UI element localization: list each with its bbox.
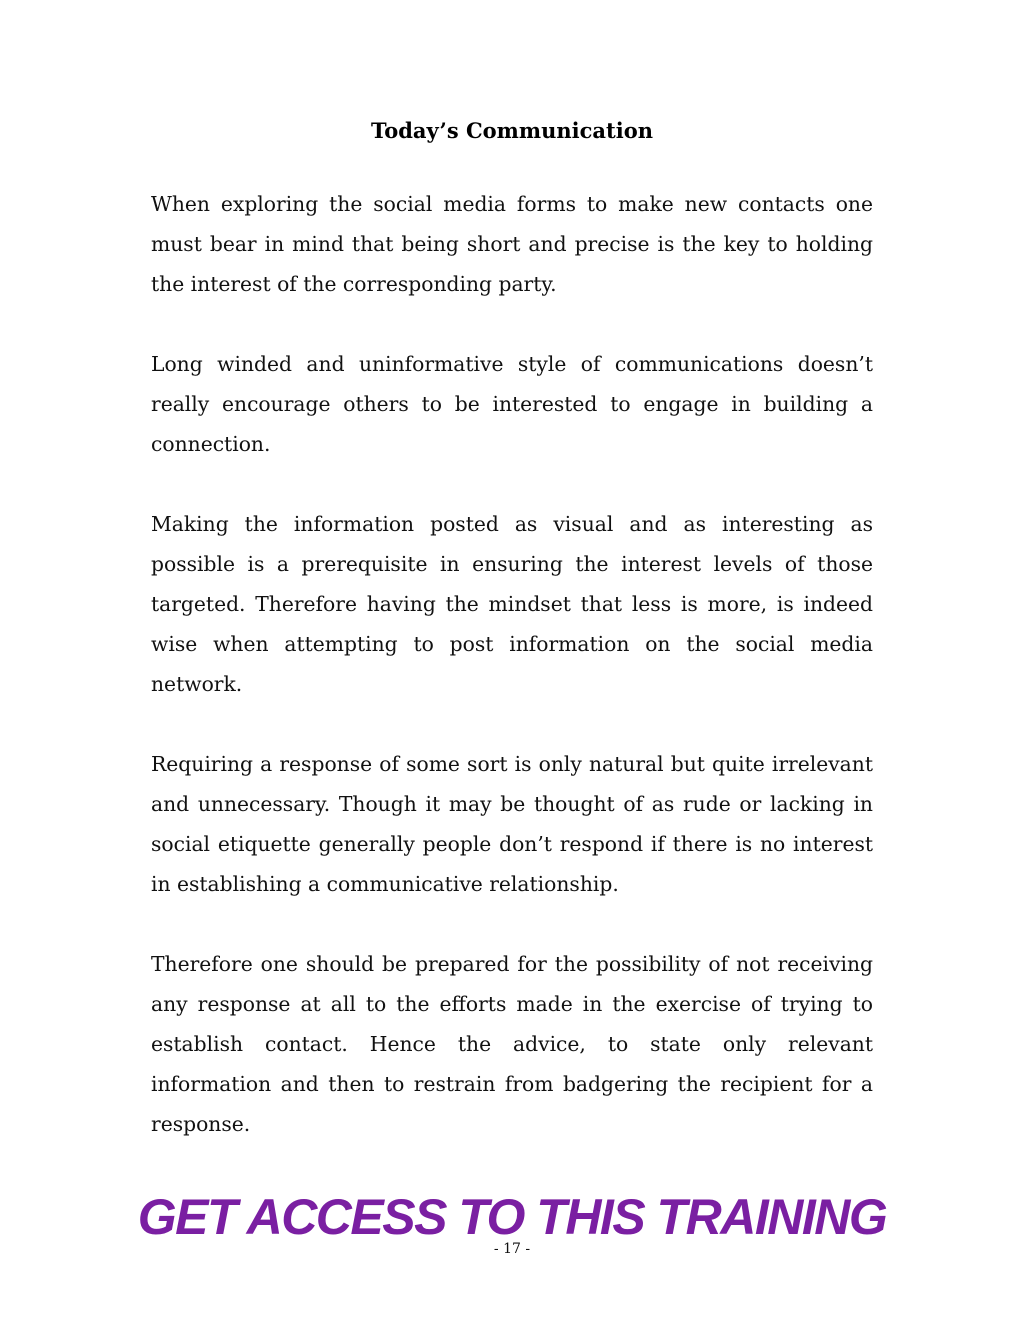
paragraph: When exploring the social media forms to make new contacts one must bear in mind that being short and precise is the key to holding the interest of the corresponding party. xyxy=(151,192,873,296)
get-access-link[interactable]: GET ACCESS TO THIS TRAINING xyxy=(137,1189,887,1245)
paragraph: Therefore one should be prepared for the possibility of not receiving any response at all to the efforts made in the exercise of trying to establish contact. Hence the advice, to state only relevant information and then to restrain from badgering the recipient for a response. xyxy=(151,952,873,1136)
body-text xyxy=(151,184,873,1184)
page-number: - 17 - xyxy=(493,1241,531,1257)
paragraph: Requiring a response of some sort is only natural but quite irrelevant and unnecessary. Though it may be thought of as rude or lacking in social etiquette generally people don’t respond if there is no interest in establishing a communicative relationship. xyxy=(151,752,873,896)
paragraph: Long winded and uninformative style of communications doesn’t really encourage others to be interested to engage in building a connection. xyxy=(151,352,873,456)
paragraph: Making the information posted as visual and as interesting as possible is a prerequisite in ensuring the interest levels of those targeted. Therefore having the mindset that less is more, is indeed wise when attempting to post information on the social media network. xyxy=(151,512,873,696)
page-title: Today’s Communication xyxy=(371,118,653,143)
